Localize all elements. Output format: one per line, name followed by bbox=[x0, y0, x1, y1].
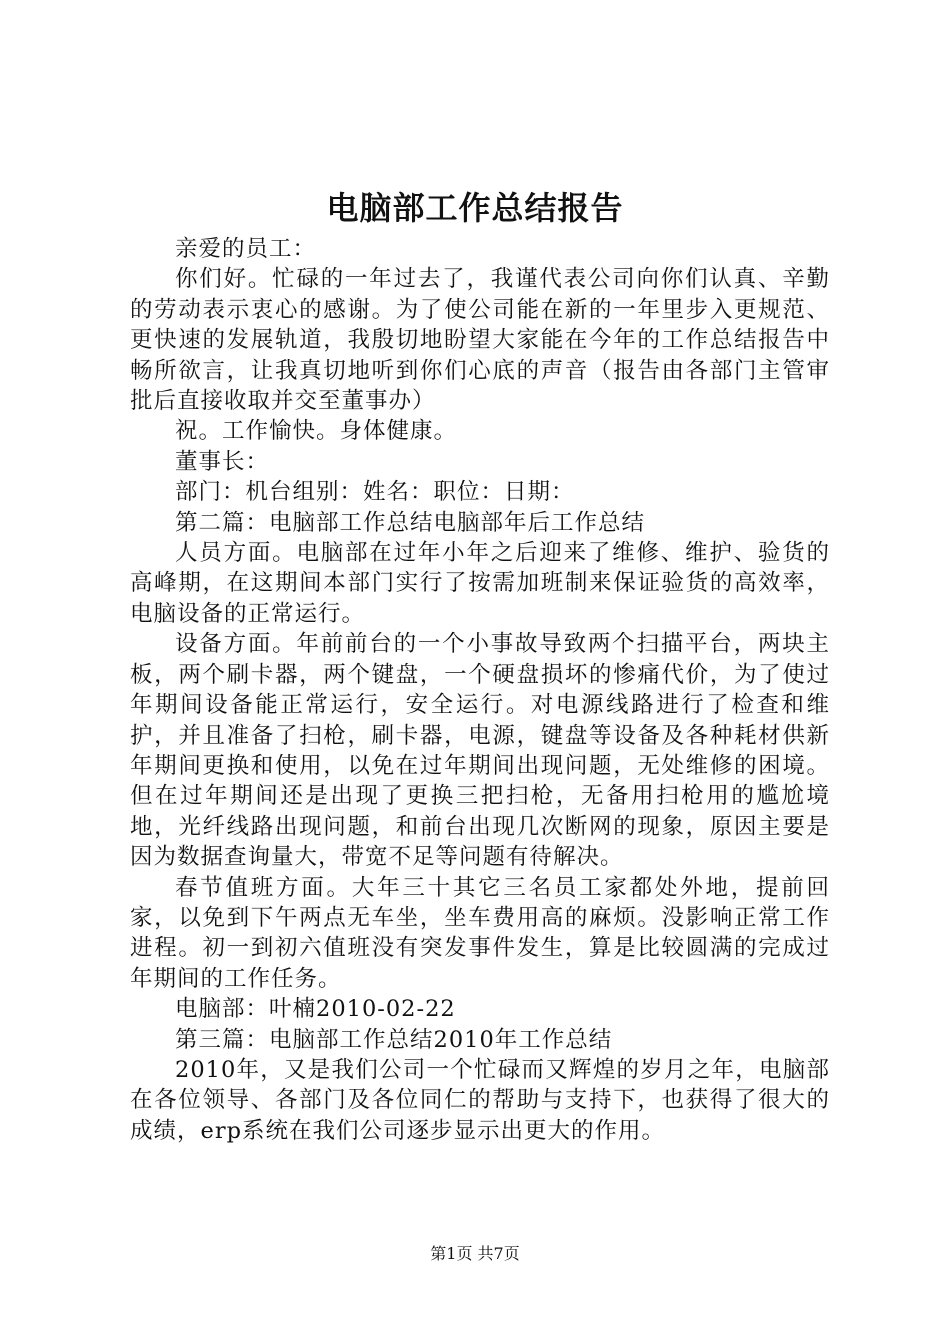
paragraph-2010-summary: 2010年，又是我们公司一个忙碌而又辉煌的岁月之年，电脑部在各位领导、各部门及各位同仁的帮助与支持下，也获得了很大的成绩，erp系统在我们公司逐步显示出更大的作用。 bbox=[130, 1056, 830, 1144]
paragraph-form-fields: 部门：机台组别：姓名：职位：日期： bbox=[175, 479, 575, 506]
paragraph-signature-chairman: 董事长： bbox=[175, 448, 270, 475]
paragraph-staffing: 人员方面。电脑部在过年小年之后迎来了维修、维护、验货的高峰期，在这期间本部门实行了按需加班制来保证验货的高效率，电脑设备的正常运行。 bbox=[130, 540, 830, 627]
paragraph-wishes: 祝。工作愉快。身体健康。 bbox=[175, 418, 458, 445]
paragraph-greeting: 你们好。忙碌的一年过去了，我谨代表公司向你们认真、辛勤的劳动表示衷心的感谢。为了使公司能在新的一年里步入更规范、更快速的发展轨道，我殷切地盼望大家能在今年的工作总结报告中畅所欲言，让我真切地听到你们心底的声音（报告由各部门主管审批后直接收取并交至董事办） bbox=[130, 266, 830, 415]
document-body bbox=[130, 234, 830, 1146]
paragraph-holiday-duty: 春节值班方面。大年三十其它三名员工家都处外地，提前回家，以免到下午两点无车坐，坐车费用高的麻烦。没影响正常工作进程。初一到初六值班没有突发事件发生，算是比较圆满的完成过年期间的工作任务。 bbox=[130, 874, 830, 992]
paragraph-equipment: 设备方面。年前前台的一个小事故导致两个扫描平台，两块主板，两个刷卡器，两个键盘，一个硬盘损坏的惨痛代价，为了使过年期间设备能正常运行，安全运行。对电源线路进行了检查和维护，并且准备了扫枪，刷卡器，电源，键盘等设备及各种耗材供新年期间更换和使用，以免在过年期间出现问题，无处维修的困境。但在过年期间还是出现了更换三把扫枪，无备用扫枪用的尴尬境地，光纤线路出现问题，和前台出现几次断网的现象，原因主要是因为数据查询量大，带宽不足等问题有待解决。 bbox=[130, 631, 830, 871]
paragraph-section-two-heading: 第二篇：电脑部工作总结电脑部年后工作总结 bbox=[175, 509, 646, 536]
paragraph-section-three-heading: 第三篇：电脑部工作总结2010年工作总结 bbox=[175, 1026, 613, 1053]
page-footer: 第1页 共7页 bbox=[430, 1244, 520, 1263]
paragraph-salutation: 亲爱的员工： bbox=[175, 236, 317, 262]
paragraph-signature-dept: 电脑部：叶楠2010-02-22 bbox=[175, 996, 456, 1023]
document-title: 电脑部工作总结报告 bbox=[326, 189, 624, 227]
